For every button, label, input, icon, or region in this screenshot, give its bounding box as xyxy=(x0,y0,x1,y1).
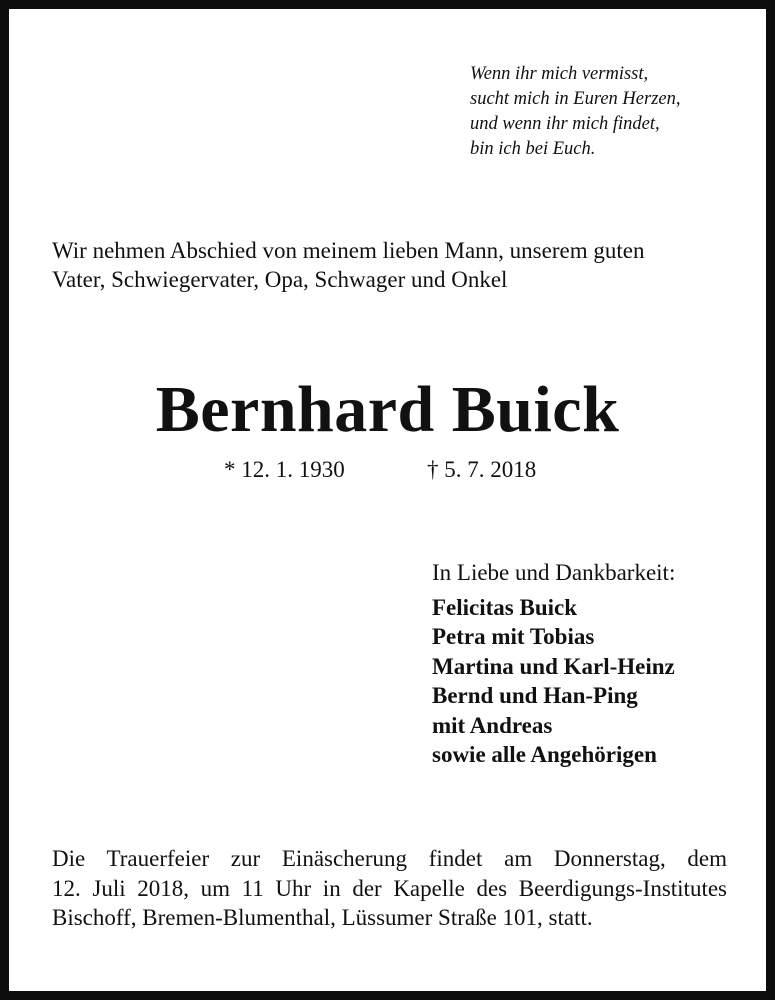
funeral-line: Die Trauerfeier zur Einäscherung findet am Donnerstag, dem xyxy=(52,846,727,871)
death-date: † 5. 7. 2018 xyxy=(427,457,537,482)
funeral-line: 12. Juli 2018, um 11 Uhr in der Kapelle des Beerdigungs-Institutes xyxy=(52,875,727,901)
mourners-block xyxy=(432,558,752,769)
funeral-line: Bischoff, Bremen-Blumenthal, Lüssumer Straße 101, statt. xyxy=(52,905,593,930)
mourner-name: Bernd und Han-Ping xyxy=(432,683,638,709)
farewell-intro xyxy=(52,236,732,294)
poem-line: sucht mich in Euren Herzen, xyxy=(470,89,681,109)
mourner-name: Felicitas Buick xyxy=(432,595,578,620)
mourner-name: Petra mit Tobias xyxy=(432,624,595,650)
poem-line: und wenn ihr mich findet, xyxy=(470,114,660,134)
mourners-intro: In Liebe und Dankbarkeit: xyxy=(432,560,676,585)
mourner-name: Martina und Karl-Heinz xyxy=(432,653,675,679)
deceased-name: Bernhard Buick xyxy=(155,373,620,446)
mourner-name: sowie alle Angehörigen xyxy=(432,742,657,768)
intro-line: Vater, Schwiegervater, Opa, Schwager und Onkel xyxy=(52,267,508,292)
poem-line: bin ich bei Euch. xyxy=(470,139,596,159)
intro-line: Wir nehmen Abschied von meinem lieben Mann, unserem guten xyxy=(52,238,645,263)
mourner-name: mit Andreas xyxy=(432,712,553,738)
birth-date: * 12. 1. 1930 xyxy=(224,457,345,482)
funeral-notice xyxy=(52,844,727,933)
memorial-poem xyxy=(470,62,760,162)
poem-line: Wenn ihr mich vermisst, xyxy=(470,64,649,84)
